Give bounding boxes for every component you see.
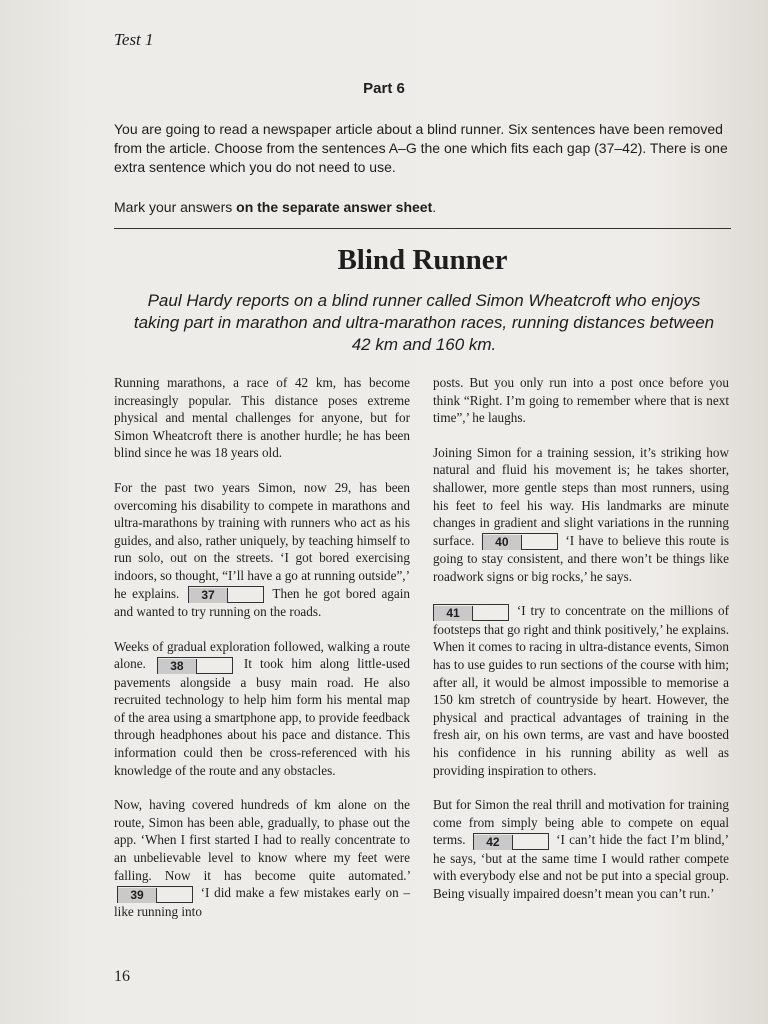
gap-41-number: 41 (434, 606, 473, 621)
gap-39-number: 39 (118, 888, 157, 903)
gap-42-box[interactable] (473, 833, 549, 850)
right-paragraph-2 (433, 444, 729, 586)
left-paragraph-4 (114, 796, 410, 920)
gap-38-number: 38 (158, 659, 197, 674)
article-left-column (114, 374, 410, 937)
right-paragraph-4b: ‘I can’t hide the fact I’m blind,’ he says, ‘but at the same time I would rather compete with everybody else and not be put into a special group. Being visually impaired doesn’t mean you can’t run.’ (433, 832, 730, 902)
gap-40-box[interactable] (482, 533, 558, 550)
left-paragraph-1: Running marathons, a race of 42 km, has become increasingly popular. This distance poses extreme physical and mental challenges for anyone, but for Simon Wheatcroft there is another hurdle; he has been blind since he was 18 years old. (114, 375, 410, 461)
mark-bold: on the separate answer sheet (236, 199, 433, 215)
gap-40-number: 40 (483, 535, 522, 550)
mark-suffix: . (432, 199, 437, 215)
part-title: Part 6 (363, 80, 405, 97)
left-paragraph-3 (114, 638, 410, 780)
page-number: 16 (114, 968, 130, 985)
right-paragraph-4a: But for Simon the real thrill and motivation for training come from simply being able to compete on equal terms. (433, 797, 729, 848)
gap-41-box[interactable] (433, 604, 509, 621)
left-paragraph-2 (114, 479, 410, 621)
mark-answers-line (114, 199, 736, 215)
right-paragraph-3 (433, 602, 729, 779)
right-paragraph-1: posts. But you only run into a post once before you think “Right. I’m going to remember where that is next time”,’ he laughs. (433, 375, 729, 426)
article-subtitle: Paul Hardy reports on a blind runner called Simon Wheatcroft who enjoys taking part in marathon and ultra-marathon races, running distances between 42 km and 160 km. (133, 291, 715, 354)
left-paragraph-3b: It took him along little-used pavements alongside a busy main road. He also recruited technology to help him form his mental map of the area using a smartphone app, to provide feedback through headphones about his pace and distance. This information could then be cross-referenced with his knowledge of the route and any obstacles. (114, 656, 410, 778)
gap-39-box[interactable] (117, 886, 193, 903)
right-paragraph-4 (433, 796, 729, 902)
instructions-text: You are going to read a newspaper article about a blind runner. Six sentences have been removed from the article. Choose from the sentences A–G the one which fits each gap (37–42). There is one extra sentence which you do not need to use. (114, 121, 728, 175)
left-paragraph-4a: Now, having covered hundreds of km alone on the route, Simon has been able, gradually, to phase out the app. ‘When I first started I had to really concentrate to an unbelievable level to know where my feet were falling. Now it has become quite automated.’ (114, 797, 410, 883)
divider-rule (114, 228, 731, 229)
gap-37-box[interactable] (188, 586, 264, 603)
gap-42-number: 42 (474, 835, 513, 850)
mark-prefix: Mark your answers (114, 199, 237, 215)
gap-38-box[interactable] (157, 657, 233, 674)
left-paragraph-4b: ‘I did make a few mistakes early on – like running into (114, 885, 410, 919)
article-right-column (433, 374, 729, 920)
left-paragraph-3a: Weeks of gradual exploration followed, walking a route alone. (114, 638, 410, 672)
right-paragraph-2b: ‘I have to believe this route is going to stay consistent, and there won’t be things like roadwork signs or big rocks,’ he says. (433, 532, 730, 584)
gap-37-number: 37 (189, 588, 228, 603)
right-paragraph-3-text: ‘I try to concentrate on the millions of footsteps that go right and think positively,’ he explains. When it comes to racing in ultra-distance events, Simon has to use guides to run sections of the course with him; after all, it would be almost impossible to memorise a 150 km stretch of countryside by heart. However, the physical and practical advantages of training in the fresh air, on his own terms, are vast and have boosted his confidence in his running ability as well as providing inspiration to others. (433, 603, 730, 778)
left-paragraph-2b: Then he got bored again and wanted to try running on the roads. (114, 585, 410, 619)
right-paragraph-2a: Joining Simon for a training session, it’s striking how natural and fluid his movement is; he takes shorter, shallower, more gentle steps than most runners, using his feet to feel his way. His landmarks are minute changes in gradient and slight variations in the running surface. (433, 444, 729, 548)
left-paragraph-2a: For the past two years Simon, now 29, has been overcoming his disability to compete in marathons and ultra-marathons by training with runners who act as his guides, and also, rather uniquely, by teaching himself to run solo, out on the streets. ‘I got bored exercising indoors, so thought, “I’ll have a go at running outside”,’ he explains. (114, 479, 410, 601)
article-title: Blind Runner (337, 244, 508, 276)
test-label: Test 1 (114, 30, 154, 49)
